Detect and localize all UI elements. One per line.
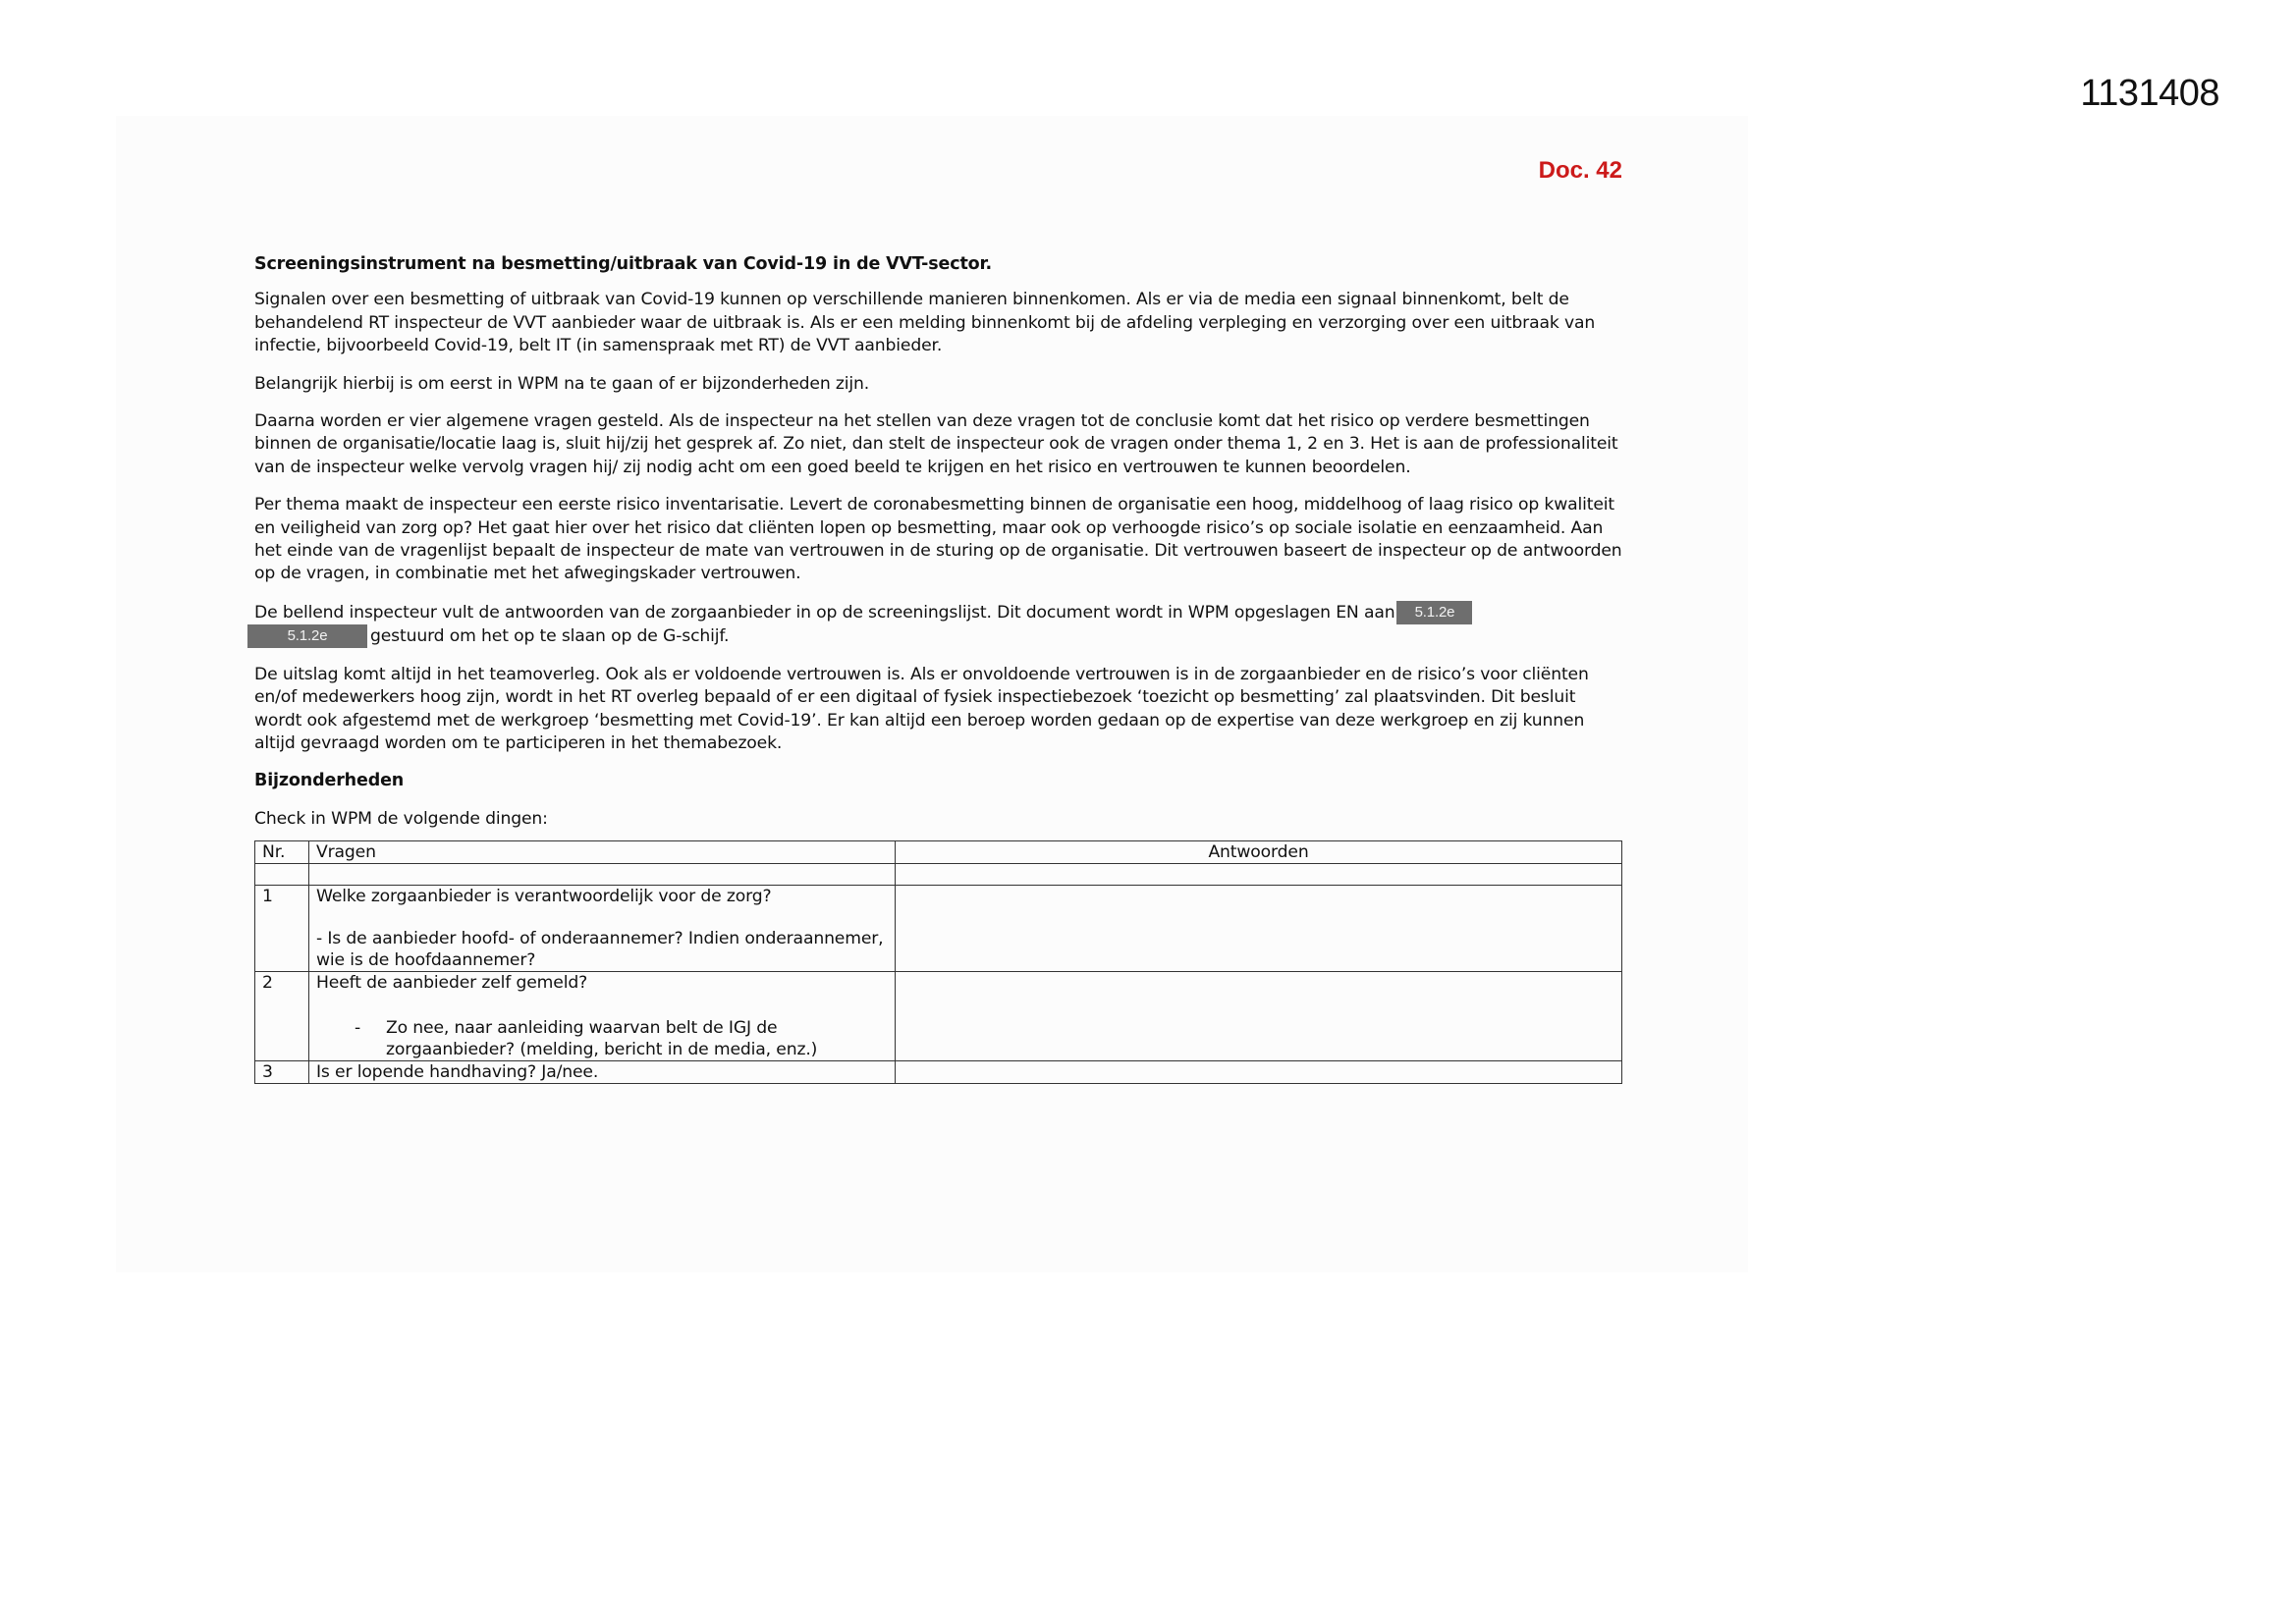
question-text: Welke zorgaanbieder is verantwoordelijk voor de zorg? bbox=[316, 887, 772, 907]
redaction-box: 5.1.2e bbox=[1396, 601, 1472, 624]
answer-cell[interactable] bbox=[896, 886, 1622, 972]
table-cell bbox=[896, 864, 1622, 886]
doc-label: Doc. 42 bbox=[1538, 157, 1622, 184]
table-row-empty bbox=[255, 864, 1622, 886]
table-cell bbox=[255, 864, 309, 886]
dash-bullet: - bbox=[355, 1018, 361, 1039]
section-intro: Check in WPM de volgende dingen: bbox=[254, 808, 548, 829]
table-header-row bbox=[255, 841, 1622, 864]
row-number: 1 bbox=[255, 886, 309, 972]
answer-cell[interactable] bbox=[896, 972, 1622, 1061]
answer-cell[interactable] bbox=[896, 1061, 1622, 1084]
question-text: Heeft de aanbieder zelf gemeld? bbox=[316, 973, 588, 994]
paragraph-daarna: Daarna worden er vier algemene vragen gesteld. Als de inspecteur na het stellen van deze vragen tot de conclusie komt dat het risico op verdere besmettingen binnen de organisatie/locatie laag is, sluit hij/zij het gesprek af. Zo niet, dan stelt de inspecteur ook de vragen onder thema 1, 2 en 3. Het is aan de professionaliteit van de inspecteur welke vervolg vragen hij/ zij nodig acht om een goed beeld te krijgen en het risico en vertrouwen te kunnen beoordelen. bbox=[254, 411, 1618, 477]
row-number: 3 bbox=[255, 1061, 309, 1084]
table-row bbox=[255, 1061, 1622, 1084]
header-antwoorden: Antwoorden bbox=[896, 841, 1622, 864]
header-vragen: Vragen bbox=[309, 841, 896, 864]
question-subtext: - Is de aanbieder hoofd- of onderaannemer? Indien onderaannemer, wie is de hoofdaannemer? bbox=[316, 929, 884, 971]
section-heading: Bijzonderheden bbox=[254, 771, 405, 791]
document-number: 1131408 bbox=[2080, 73, 2219, 114]
table-cell bbox=[309, 864, 896, 886]
question-text: Is er lopende handhaving? Ja/nee. bbox=[309, 1061, 896, 1084]
table-row bbox=[255, 886, 1622, 972]
redaction-box: 5.1.2e bbox=[247, 624, 367, 648]
table-row bbox=[255, 972, 1622, 1061]
header-nr: Nr. bbox=[255, 841, 309, 864]
document-title: Screeningsinstrument na besmetting/uitbraak van Covid-19 in de VVT-sector. bbox=[254, 254, 993, 274]
question-subtext: Zo nee, naar aanleiding waarvan belt de IGJ de zorgaanbieder? (melding, bericht in de media, enz.) bbox=[386, 1018, 818, 1060]
checks-table bbox=[254, 840, 1622, 1084]
document-content bbox=[254, 253, 1624, 1084]
paragraph-text: De bellend inspecteur vult de antwoorden van de zorgaanbieder in op de screeningslijst. Dit document wordt in WPM opgeslagen EN aan bbox=[254, 602, 1395, 623]
paragraph-signalen: Signalen over een besmetting of uitbraak van Covid-19 kunnen op verschillende manieren binnenkomen. Als er via de media een signaal binnenkomt, belt de behandelend RT inspecteur de VVT aanbieder waar de uitbraak is. Als er een melding binnenkomt bij de afdeling verpleging en verzorging over een uitbraak van infectie, bijvoorbeeld Covid-19, belt IT (in samenspraak met RT) de VVT aanbieder. bbox=[254, 290, 1596, 356]
paragraph-text: gestuurd om het op te slaan op de G-schijf. bbox=[370, 626, 730, 647]
paragraph-bellend-inspecteur bbox=[254, 601, 1624, 649]
question-cell bbox=[309, 886, 896, 972]
question-cell bbox=[309, 972, 896, 1061]
row-number: 2 bbox=[255, 972, 309, 1061]
question-sub-item bbox=[316, 1017, 888, 1060]
paragraph-per-thema: Per thema maakt de inspecteur een eerste risico inventarisatie. Levert de coronabesmetting binnen de organisatie een hoog, middelhoog of laag risico op kwaliteit en veiligheid van zorg op? Het gaat hier over het risico dat cliënten lopen op besmetting, maar ook op verhoogde risico’s op sociale isolatie en eenzaamheid. Aan het einde van de vragenlijst bepaalt de inspecteur de mate van vertrouwen in de sturing op de organisatie. Dit vertrouwen baseert de inspecteur op de antwoorden op de vragen, in combinatie met het afwegingskader vertrouwen. bbox=[254, 495, 1622, 584]
paragraph-uitslag: De uitslag komt altijd in het teamoverleg. Ook als er voldoende vertrouwen is. Als er onvoldoende vertrouwen is in de zorgaanbieder en de risico’s voor cliënten en/of medewerkers hoog zijn, wordt in het RT overleg bepaald of er een digitaal of fysiek inspectiebezoek ‘toezicht op besmetting’ zal plaatsvinden. Dit besluit wordt ook afgestemd met de werkgroep ‘besmetting met Covid-19’. Er kan altijd een beroep worden gedaan op de expertise van deze werkgroep en zij kunnen altijd gevraagd worden om te participeren in het themabezoek. bbox=[254, 664, 1589, 753]
paragraph-belangrijk: Belangrijk hierbij is om eerst in WPM na te gaan of er bijzonderheden zijn. bbox=[254, 373, 870, 394]
